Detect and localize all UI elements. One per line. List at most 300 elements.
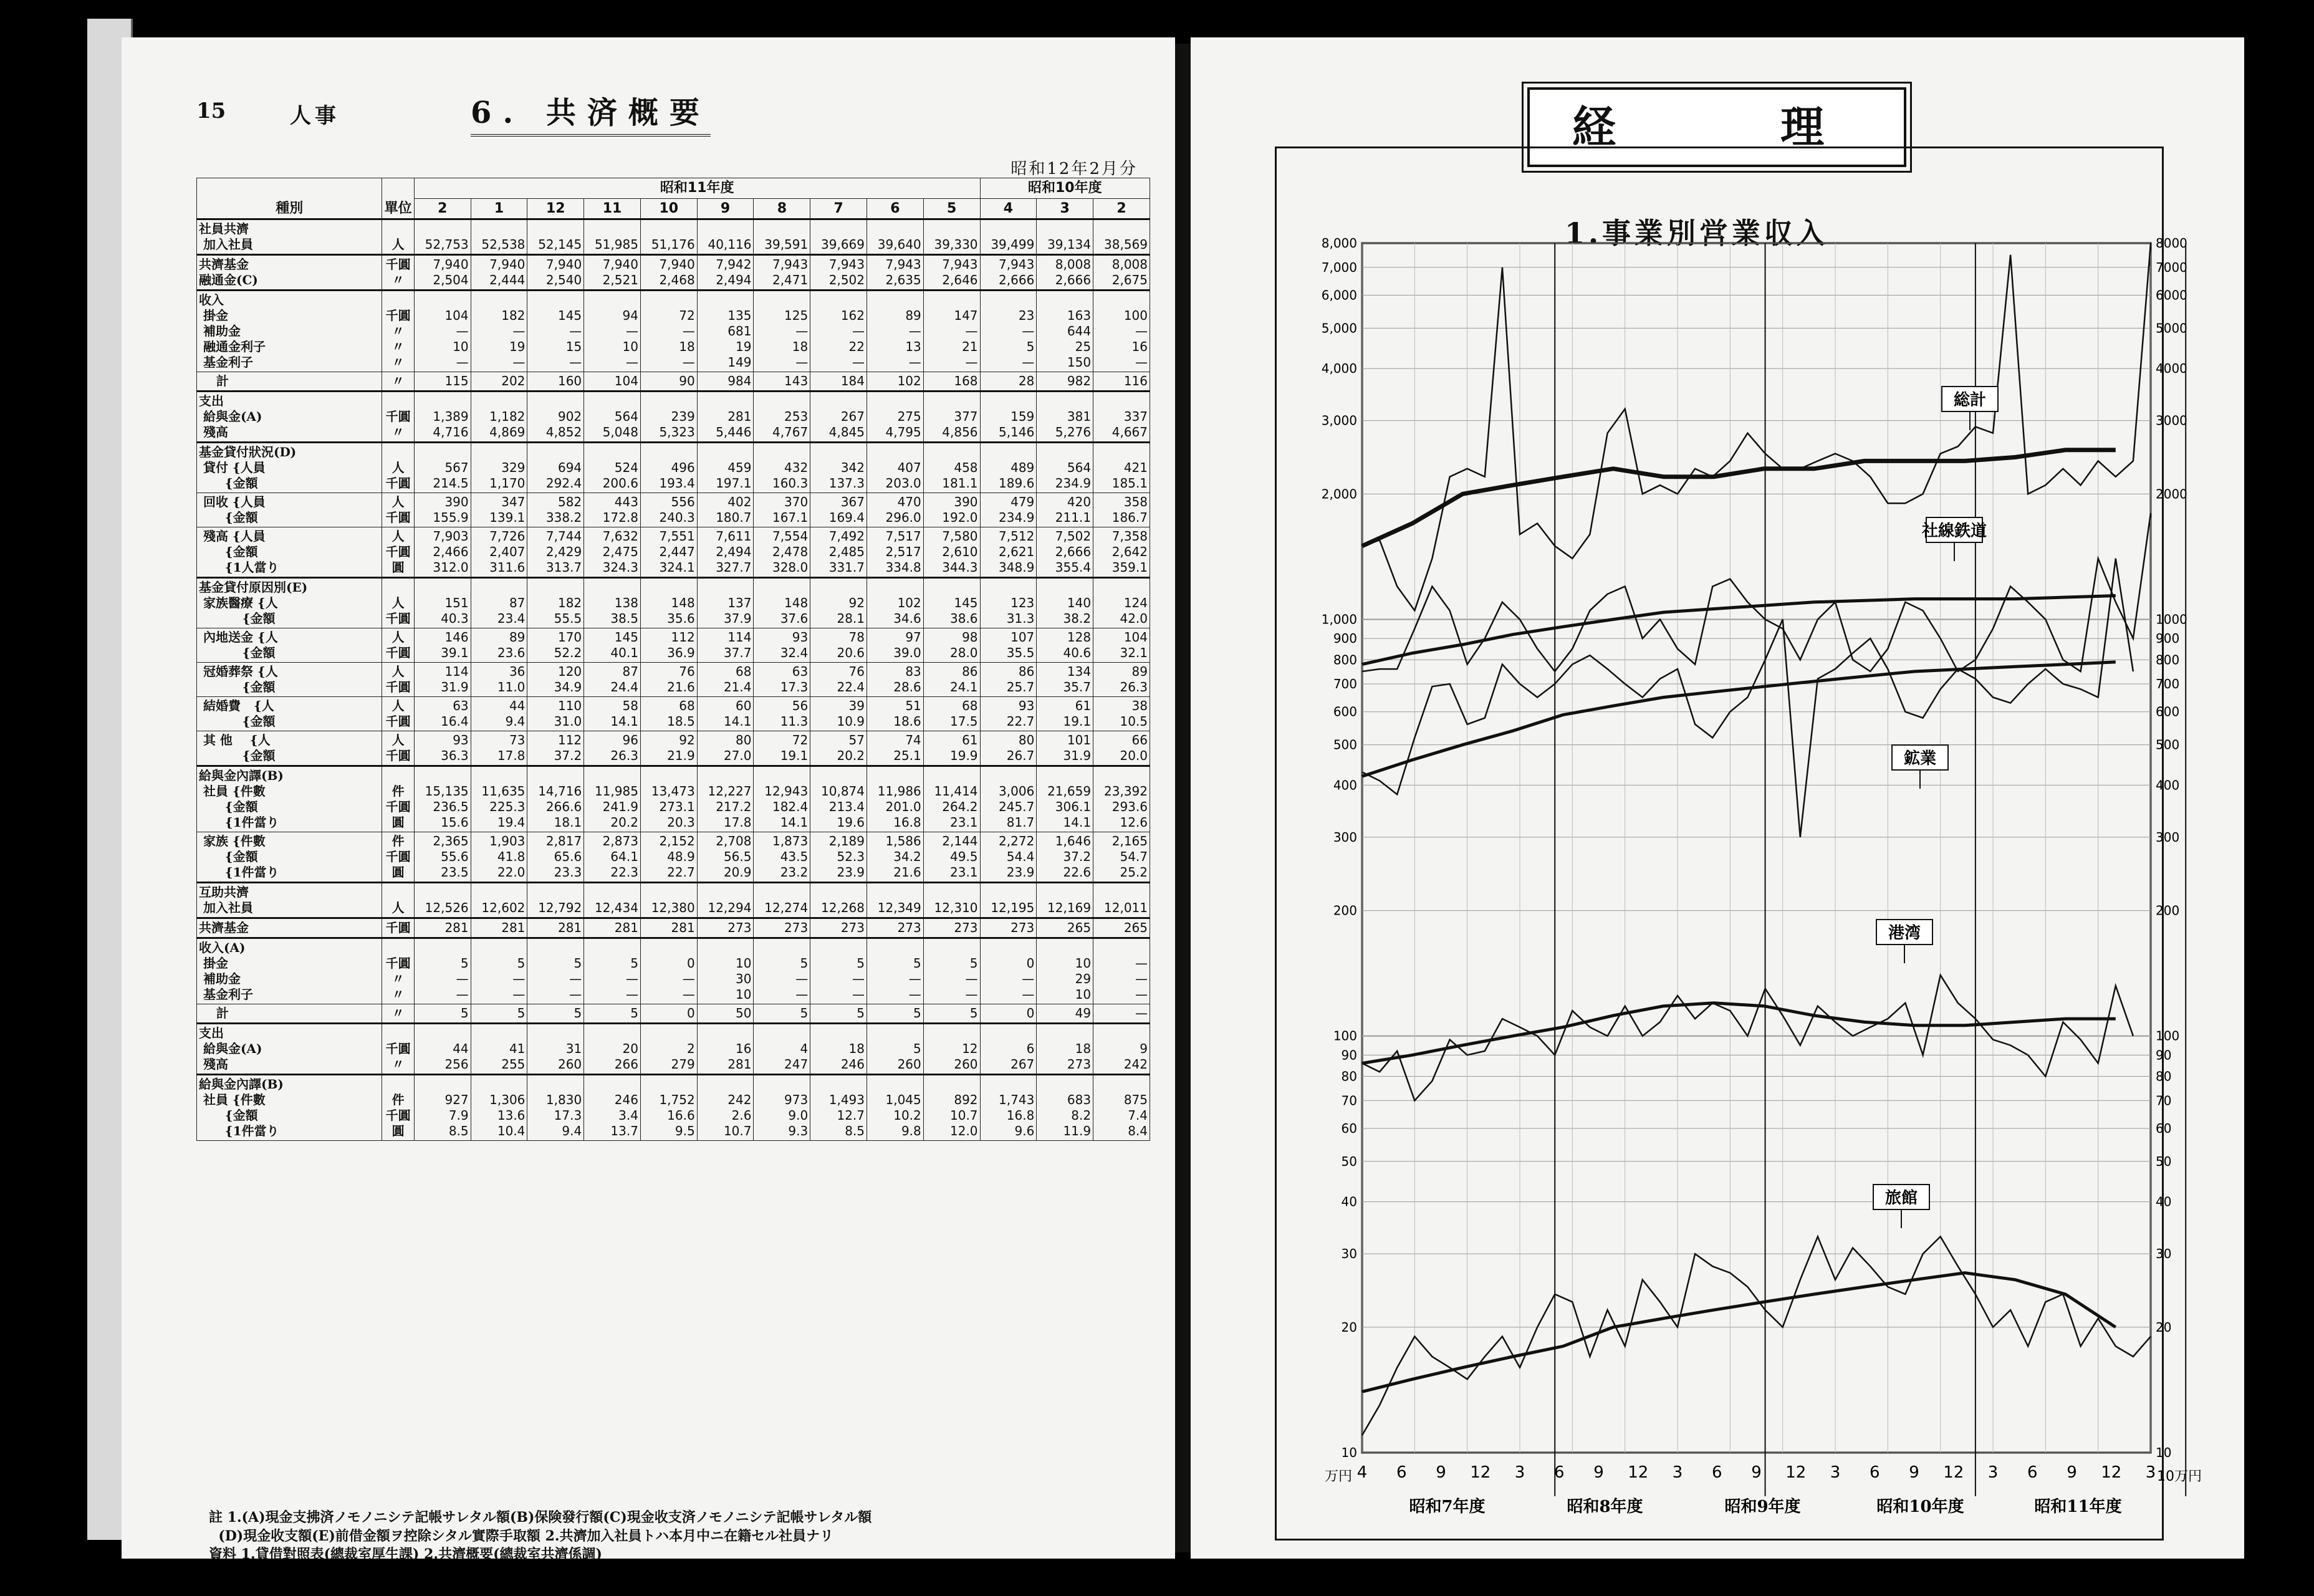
table-cell: 78 20.6 (810, 628, 867, 663)
table-cell: 72 — 18 — (640, 291, 697, 372)
table-cell: 7,517 2,517 334.8 (867, 527, 924, 578)
table-cell: 18 246 (810, 1024, 867, 1075)
table-cell: 402 180.7 (697, 493, 754, 527)
table-cell: 12,011 (1093, 883, 1150, 918)
table-cell: 567 214.5 (414, 443, 471, 493)
row-label: 內地送金 {人 {金額 (197, 628, 382, 663)
table-cell: 125 — 18 — (754, 291, 810, 372)
table-cell: 12,434 (584, 883, 641, 918)
table-cell: 7,940 2,468 (640, 255, 697, 291)
table-row (197, 527, 1150, 578)
table-cell: 97 39.0 (867, 628, 924, 663)
table-cell: 28 (980, 372, 1037, 392)
table-cell: 470 296.0 (867, 493, 924, 527)
table-cell: 51,985 (584, 219, 641, 255)
row-unit: 人 千圓 (382, 443, 414, 493)
table-cell: 76 22.4 (810, 663, 867, 697)
month-header: 9 (697, 198, 754, 219)
page-title: 6. 共済概要 (471, 89, 711, 137)
row-label: 基金貸付原因別(E) 家族醫療 {人 {金額 (197, 578, 382, 628)
y-tick-right: 7000 (2156, 259, 2187, 275)
col-unit: 單位 (382, 178, 414, 219)
table-cell: 8,008 2,666 (1037, 255, 1093, 291)
table-cell: 694 292.4 (527, 443, 584, 493)
table-cell: 61 19.9 (923, 731, 980, 766)
y-tick-left: 40 (1341, 1194, 1357, 1209)
table-cell: 39,134 (1037, 219, 1093, 255)
y-tick-left: 90 (1341, 1047, 1357, 1063)
series-line-monthly (1362, 975, 2133, 1100)
table-cell: 145 38.6 (923, 578, 980, 628)
table-cell: 90 (640, 372, 697, 392)
table-cell: 2,272 54.4 23.9 (980, 832, 1037, 883)
table-cell: 407 203.0 (867, 443, 924, 493)
table-cell: 9 242 (1093, 1024, 1150, 1075)
month-header: 10 (640, 198, 697, 219)
table-cell: 147 — 21 — (923, 291, 980, 372)
y-tick-left: 900 (1333, 631, 1357, 647)
table-cell: 0 — — (640, 938, 697, 1004)
table-cell: 145 40.1 (584, 628, 641, 663)
table-cell: 242 2.6 10.7 (697, 1075, 754, 1141)
y-tick-right: 70 (2156, 1093, 2172, 1108)
row-label: 給與金內譯(B) 社員 {件數 {金額 {1件當り (197, 1075, 382, 1141)
x-month-tick: 12 (1628, 1463, 1649, 1482)
table-cell: 7,943 2,666 (980, 255, 1037, 291)
table-cell: 10,874 213.4 19.6 (810, 766, 867, 832)
table-row (197, 938, 1150, 1004)
table-cell: 52,753 (414, 219, 471, 255)
table-cell: 124 42.0 (1093, 578, 1150, 628)
y-tick-left: 50 (1341, 1153, 1357, 1169)
table-cell: 1,493 12.7 8.5 (810, 1075, 867, 1141)
row-unit: 人 (382, 219, 414, 255)
table-cell: 151 40.3 (414, 578, 471, 628)
right-page (1191, 37, 2244, 1559)
y-tick-left: 10 (1341, 1445, 1357, 1460)
y-tick-left: 100 (1333, 1028, 1357, 1044)
table-cell: 273 (980, 918, 1037, 938)
table-cell: 564 234.9 (1037, 443, 1093, 493)
table-cell: 4 247 (754, 1024, 810, 1075)
table-cell: 1,752 16.6 9.5 (640, 1075, 697, 1141)
y-tick-left: 400 (1333, 777, 1357, 793)
month-header: 5 (923, 198, 980, 219)
table-cell: 89 — 13 — (867, 291, 924, 372)
table-cell: 72 19.1 (754, 731, 810, 766)
y-tick-right: 8000 (2156, 236, 2187, 251)
table-cell: 5 (414, 1004, 471, 1024)
table-cell: 63 16.4 (414, 697, 471, 731)
y-tick-right: 4000 (2156, 361, 2187, 377)
table-cell: 12 260 (923, 1024, 980, 1075)
table-cell: 7,512 2,621 348.9 (980, 527, 1037, 578)
table-cell: 145 — 15 — (527, 291, 584, 372)
table-cell: 5 — — (867, 938, 924, 1004)
x-month-tick: 3 (1672, 1463, 1683, 1482)
table-cell: 107 35.5 (980, 628, 1037, 663)
month-header: 12 (527, 198, 584, 219)
month-header: 11 (584, 198, 641, 219)
month-header: 2 (1093, 198, 1150, 219)
y-tick-right: 300 (2156, 829, 2180, 845)
table-cell: 112 37.2 (527, 731, 584, 766)
table-row (197, 443, 1150, 493)
table-cell: 982 (1037, 372, 1093, 392)
table-cell: 7,358 2,642 359.1 (1093, 527, 1150, 578)
row-label: 共濟基金 融通金(C) (197, 255, 382, 291)
table-cell: 8,008 2,675 (1093, 255, 1150, 291)
table-cell: 140 38.2 (1037, 578, 1093, 628)
table-cell: 337 4,667 (1093, 392, 1150, 443)
row-unit: 千圓 〃 (382, 1024, 414, 1075)
table-cell: 100 — 16 — (1093, 291, 1150, 372)
y-tick-left: 300 (1333, 829, 1357, 845)
x-month-tick: 9 (1593, 1463, 1604, 1482)
series-line-monthly (1362, 1237, 2151, 1436)
table-cell: 2,708 56.5 20.9 (697, 832, 754, 883)
table-cell: 148 35.6 (640, 578, 697, 628)
table-cell: 1,389 4,716 (414, 392, 471, 443)
table-cell: 102 34.6 (867, 578, 924, 628)
col-fy11: 昭和11年度 (414, 178, 980, 199)
series-line-trend (1362, 662, 2116, 776)
table-cell: 432 160.3 (754, 443, 810, 493)
table-cell: 51,176 (640, 219, 697, 255)
table-cell: 92 21.9 (640, 731, 697, 766)
table-cell: 496 193.4 (640, 443, 697, 493)
row-unit: 人 千圓 (382, 578, 414, 628)
x-year-label: 昭和10年度 (1876, 1497, 1964, 1516)
row-unit: 人 千圓 (382, 493, 414, 527)
table-cell: 479 234.9 (980, 493, 1037, 527)
table-cell: 87 23.4 (471, 578, 527, 628)
table-cell: 5 — — (584, 938, 641, 1004)
table-cell: 12,380 (640, 883, 697, 918)
table-cell: 182 — 19 — (471, 291, 527, 372)
table-cell: 2,365 55.6 23.5 (414, 832, 471, 883)
table-cell: 120 34.9 (527, 663, 584, 697)
table-cell: 902 4,852 (527, 392, 584, 443)
table-cell: 114 37.7 (697, 628, 754, 663)
table-cell: 137 37.9 (697, 578, 754, 628)
table-cell: 12,195 (980, 883, 1037, 918)
month-header: 2 (414, 198, 471, 219)
x-month-tick: 3 (2145, 1463, 2156, 1482)
table-cell: 370 167.1 (754, 493, 810, 527)
x-month-tick: 9 (1909, 1463, 1919, 1482)
table-cell: 10 29 10 (1037, 938, 1093, 1004)
table-cell: 7,943 2,646 (923, 255, 980, 291)
table-cell: 148 37.6 (754, 578, 810, 628)
table-cell: 420 211.1 (1037, 493, 1093, 527)
table-cell: 104 — 10 — (414, 291, 471, 372)
table-cell: 1,646 37.2 22.6 (1037, 832, 1093, 883)
table-cell: 123 31.3 (980, 578, 1037, 628)
row-label: 計 (197, 1004, 382, 1024)
table-cell: 16 281 (697, 1024, 754, 1075)
x-month-tick: 4 (1356, 1463, 1368, 1482)
row-unit: 千圓 〃 〃 〃 (382, 291, 414, 372)
y-tick-right: 3000 (2156, 413, 2187, 428)
y-tick-right: 600 (2156, 704, 2180, 719)
table-cell: 12,602 (471, 883, 527, 918)
table-cell: 2,165 54.7 25.2 (1093, 832, 1150, 883)
table-row (197, 578, 1150, 628)
y-unit-left: 万円 (1325, 1469, 1353, 1484)
table-cell: 5 (754, 1004, 810, 1024)
table-cell: 73 17.8 (471, 731, 527, 766)
table-row (197, 493, 1150, 527)
table-cell: 239 5,323 (640, 392, 697, 443)
table-cell: 281 5,446 (697, 392, 754, 443)
table-cell: 116 (1093, 372, 1150, 392)
series-label: 旅館 (1884, 1189, 1918, 1208)
table-cell: 15,135 236.5 15.6 (414, 766, 471, 832)
month-header: 8 (754, 198, 810, 219)
table-cell: 143 (754, 372, 810, 392)
table-cell: 273 (810, 918, 867, 938)
table-cell: — (1093, 1004, 1150, 1024)
row-label: 其 他 {人 {金額 (197, 731, 382, 766)
table-cell: 1,306 13.6 10.4 (471, 1075, 527, 1141)
table-cell: 12,268 (810, 883, 867, 918)
row-label: 收入 掛金 補助金 融通金利子 基金利子 (197, 291, 382, 372)
table-cell: 115 (414, 372, 471, 392)
series-line-monthly (1362, 243, 2151, 610)
y-tick-left: 7,000 (1321, 259, 1357, 275)
table-cell: 68 21.4 (697, 663, 754, 697)
table-cell: 170 52.2 (527, 628, 584, 663)
table-cell: 265 (1093, 918, 1150, 938)
x-month-tick: 6 (1711, 1463, 1722, 1482)
table-cell: 86 25.7 (980, 663, 1037, 697)
x-month-tick: 9 (1436, 1463, 1446, 1482)
table-cell: 12,294 (697, 883, 754, 918)
table-cell: 7,943 2,502 (810, 255, 867, 291)
table-cell: 5 260 (867, 1024, 924, 1075)
series-line-trend (1362, 1003, 2116, 1064)
page-number: 15 (196, 99, 226, 123)
table-cell: 5 (923, 1004, 980, 1024)
row-label: 社員共濟 加入社員 (197, 219, 382, 255)
table-cell: 281 (640, 918, 697, 938)
table-cell: 927 7.9 8.5 (414, 1075, 471, 1141)
table-cell: 86 24.1 (923, 663, 980, 697)
table-cell: 265 (1037, 918, 1093, 938)
y-tick-left: 30 (1341, 1246, 1357, 1262)
col-kind: 種別 (197, 178, 382, 219)
series-label: 港湾 (1888, 924, 1921, 943)
y-tick-left: 8,000 (1321, 236, 1357, 251)
chart-title: 1.事業別営業収入 (1565, 216, 1830, 250)
table-cell: 104 32.1 (1093, 628, 1150, 663)
table-cell: 1,873 43.5 23.2 (754, 832, 810, 883)
y-tick-left: 1,000 (1321, 612, 1357, 627)
revenue-chart (1191, 37, 2244, 1559)
table-cell: 12,943 182.4 14.1 (754, 766, 810, 832)
table-cell: 0 (640, 1004, 697, 1024)
table-cell: 12,526 (414, 883, 471, 918)
table-cell: 253 4,767 (754, 392, 810, 443)
table-cell: 134 35.7 (1037, 663, 1093, 697)
table-cell: 89 26.3 (1093, 663, 1150, 697)
series-line-trend (1362, 1273, 2116, 1392)
table-cell: 66 20.0 (1093, 731, 1150, 766)
row-label: 計 (197, 372, 382, 392)
table-cell: 182 55.5 (527, 578, 584, 628)
table-cell: 246 3.4 13.7 (584, 1075, 641, 1141)
row-label: 結婚費 {人 {金額 (197, 697, 382, 731)
table-cell: 5 — — (923, 938, 980, 1004)
table-cell: 7,580 2,610 344.3 (923, 527, 980, 578)
table-row (197, 1075, 1150, 1141)
table-row (197, 832, 1150, 883)
series-label: 鉱業 (1903, 749, 1937, 768)
row-unit: 人 千圓 圓 (382, 527, 414, 578)
table-cell: 273 (867, 918, 924, 938)
table-cell: 556 240.3 (640, 493, 697, 527)
row-unit: 千圓 (382, 918, 414, 938)
table-cell: 146 39.1 (414, 628, 471, 663)
table-cell: 2,152 48.9 22.7 (640, 832, 697, 883)
table-cell: 12,227 217.2 17.8 (697, 766, 754, 832)
table-cell: 2,873 64.1 22.3 (584, 832, 641, 883)
table-cell: 367 169.4 (810, 493, 867, 527)
table-cell: 390 155.9 (414, 493, 471, 527)
x-month-tick: 6 (1396, 1463, 1407, 1482)
row-label: 給與金內譯(B) 社員 {件數 {金額 {1件當り (197, 766, 382, 832)
row-unit: 人 千圓 (382, 628, 414, 663)
table-cell: 51 18.6 (867, 697, 924, 731)
x-month-tick: 6 (1869, 1463, 1880, 1482)
row-label: 殘高 {人員 {金額 {1人當り (197, 527, 382, 578)
table-cell: 281 (414, 918, 471, 938)
table-cell: 5 — — (810, 938, 867, 1004)
date-note: 昭和12年2月分 (1011, 160, 1138, 178)
table-row (197, 883, 1150, 918)
table-cell: 18 273 (1037, 1024, 1093, 1075)
table-cell: 358 186.7 (1093, 493, 1150, 527)
row-label: 回收 {人員 {金額 (197, 493, 382, 527)
table-cell: 41 255 (471, 1024, 527, 1075)
y-tick-left: 2,000 (1321, 486, 1357, 502)
section-label: 人事 (290, 103, 340, 128)
table-cell: 3,006 245.7 81.7 (980, 766, 1037, 832)
table-cell: 5 — — (754, 938, 810, 1004)
table-cell: 1,045 10.2 9.8 (867, 1075, 924, 1141)
table-cell: 5 (527, 1004, 584, 1024)
row-unit: 人 千圓 (382, 697, 414, 731)
table-row (197, 219, 1150, 255)
y-tick-left: 60 (1341, 1120, 1357, 1136)
table-cell: 76 21.6 (640, 663, 697, 697)
row-label: 互助共濟 加入社員 (197, 883, 382, 918)
table-cell: 21,659 306.1 14.1 (1037, 766, 1093, 832)
table-cell: 102 (867, 372, 924, 392)
table-cell: 128 40.6 (1037, 628, 1093, 663)
table-cell: 273 (754, 918, 810, 938)
y-tick-right: 10 (2156, 1445, 2172, 1460)
y-tick-left: 5,000 (1321, 320, 1357, 336)
table-cell: 1,586 34.2 21.6 (867, 832, 924, 883)
y-tick-right: 90 (2156, 1047, 2172, 1063)
table-cell: 83 28.6 (867, 663, 924, 697)
table-cell: 163 644 25 150 (1037, 291, 1093, 372)
table-cell: 112 36.9 (640, 628, 697, 663)
table-cell: 7,940 2,521 (584, 255, 641, 291)
table-cell: 11,635 225.3 19.4 (471, 766, 527, 832)
table-cell: 342 137.3 (810, 443, 867, 493)
table-cell: — — — (1093, 938, 1150, 1004)
table-cell: 12,349 (867, 883, 924, 918)
table-cell: 39 10.9 (810, 697, 867, 731)
row-unit: 件 千圓 圓 (382, 832, 414, 883)
table-cell: 5 (584, 1004, 641, 1024)
y-tick-left: 4,000 (1321, 361, 1357, 377)
table-cell: 96 26.3 (584, 731, 641, 766)
y-unit-right: 10万円 (2157, 1469, 2202, 1484)
y-tick-right: 800 (2156, 652, 2180, 668)
table-cell: 582 338.2 (527, 493, 584, 527)
table-cell: 159 5,146 (980, 392, 1037, 443)
y-tick-left: 6,000 (1321, 287, 1357, 303)
table-cell: 1,743 16.8 9.6 (980, 1075, 1037, 1141)
table-cell: 11,414 264.2 23.1 (923, 766, 980, 832)
table-cell: 38,569 (1093, 219, 1150, 255)
table-cell: 5 (471, 1004, 527, 1024)
x-year-label: 昭和9年度 (1724, 1497, 1801, 1516)
table-cell: 377 4,856 (923, 392, 980, 443)
x-year-label: 昭和11年度 (2034, 1497, 2122, 1516)
table-cell: 5 — — (471, 938, 527, 1004)
row-label: 支出 給與金(A) 殘高 (197, 392, 382, 443)
table-cell: 524 200.6 (584, 443, 641, 493)
table-cell: 101 31.9 (1037, 731, 1093, 766)
table-row (197, 372, 1150, 392)
table-cell: 5 (810, 1004, 867, 1024)
table-cell: 50 (697, 1004, 754, 1024)
x-month-tick: 6 (1553, 1463, 1565, 1482)
table-cell: 12,169 (1037, 883, 1093, 918)
table-row (197, 392, 1150, 443)
table-cell: 87 24.4 (584, 663, 641, 697)
table-cell: 93 22.7 (980, 697, 1037, 731)
x-month-tick: 9 (2067, 1463, 2077, 1482)
x-month-tick: 6 (2027, 1463, 2038, 1482)
table-cell: 39,640 (867, 219, 924, 255)
table-cell: 11,985 241.9 20.2 (584, 766, 641, 832)
y-tick-left: 70 (1341, 1093, 1357, 1108)
x-month-tick: 3 (1830, 1463, 1841, 1482)
row-unit: 〃 (382, 372, 414, 392)
table-cell: 80 26.7 (980, 731, 1037, 766)
table-cell: 114 31.9 (414, 663, 471, 697)
table-cell: 0 (980, 1004, 1037, 1024)
table-cell: 36 11.0 (471, 663, 527, 697)
table-cell: 39,591 (754, 219, 810, 255)
row-unit: 〃 (382, 1004, 414, 1024)
table-cell: 2,189 52.3 23.9 (810, 832, 867, 883)
table-cell: 7,611 2,494 327.7 (697, 527, 754, 578)
table-row (197, 697, 1150, 731)
table-cell: 683 8.2 11.9 (1037, 1075, 1093, 1141)
table-cell: 275 4,795 (867, 392, 924, 443)
series-line-trend (1362, 450, 2116, 546)
table-cell: 7,502 2,666 355.4 (1037, 527, 1093, 578)
y-tick-right: 20 (2156, 1319, 2172, 1335)
x-year-label: 昭和8年度 (1567, 1497, 1643, 1516)
